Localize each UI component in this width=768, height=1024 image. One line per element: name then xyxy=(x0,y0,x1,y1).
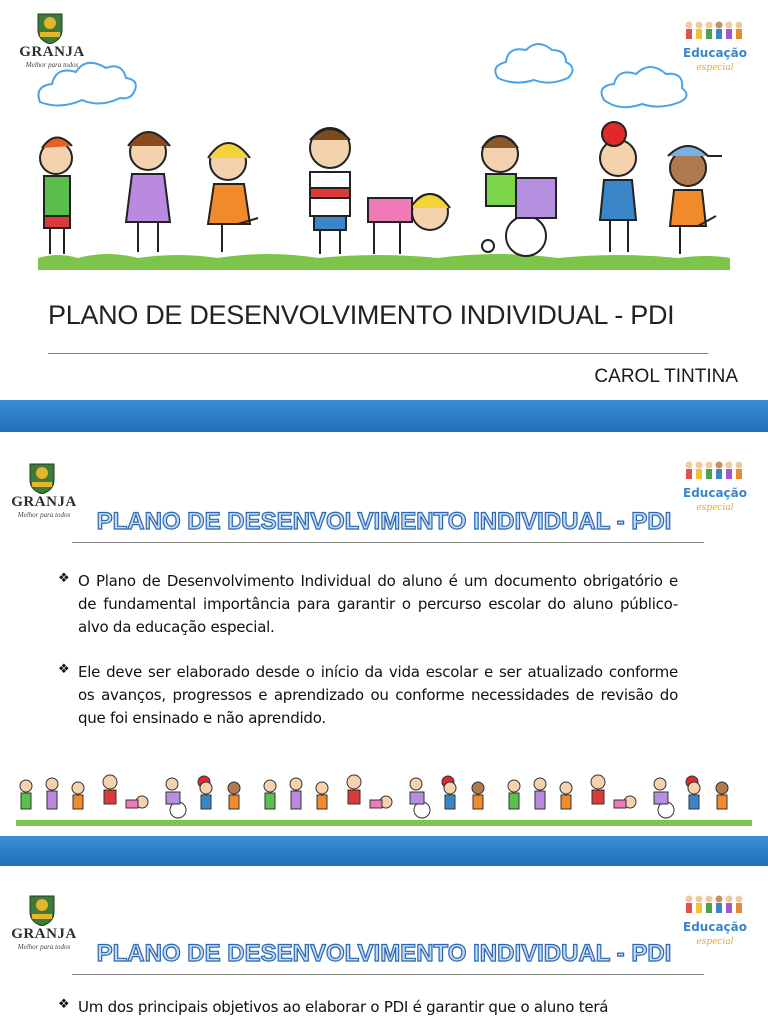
slide-separator xyxy=(0,836,768,866)
children-icon xyxy=(684,894,746,918)
cloud-icon xyxy=(495,44,572,83)
divider xyxy=(48,353,708,354)
granja-name: GRANJA xyxy=(11,494,77,510)
bullet-item xyxy=(58,661,678,730)
child-figure xyxy=(600,122,636,252)
divider xyxy=(72,542,704,543)
author-name: CAROL TINTINA xyxy=(594,366,738,387)
bullet-item xyxy=(58,570,678,639)
slide-heading: PLANO DE DESENVOLVIMENTO INDIVIDUAL - PDI xyxy=(96,508,672,535)
slide-heading: PLANO DE DESENVOLVIMENTO INDIVIDUAL - PDI xyxy=(96,940,672,967)
clouds-illustration xyxy=(0,0,768,120)
granja-name: GRANJA xyxy=(19,44,85,60)
slide-content-1 xyxy=(0,432,768,836)
diamond-bullet-icon: ❖ xyxy=(58,996,70,1011)
especial-word: especial xyxy=(696,63,734,73)
especial-word: especial xyxy=(696,503,734,513)
page-title: PLANO DE DESENVOLVIMENTO INDIVIDUAL - PDI xyxy=(48,300,675,330)
granja-logo xyxy=(12,10,92,72)
child-figure xyxy=(310,128,350,254)
children-icon xyxy=(684,20,746,44)
cloud-icon xyxy=(602,67,687,107)
educacao-word: Educação xyxy=(683,920,747,934)
bullet-text: Um dos principais objetivos ao elaborar o PDI é garantir que o aluno terá xyxy=(78,998,609,1016)
granja-tagline: Melhor para todos xyxy=(25,61,79,69)
children-border-illustration xyxy=(16,772,752,830)
child-figure xyxy=(368,194,450,254)
granja-crest-icon xyxy=(28,460,56,494)
child-figure xyxy=(40,137,72,254)
children-illustration xyxy=(38,118,730,270)
children-icon xyxy=(684,460,746,484)
slide-title xyxy=(0,0,768,400)
bullet-item xyxy=(58,996,678,1019)
bullet-list xyxy=(58,570,678,752)
granja-tagline: Melhor para todos xyxy=(17,943,71,951)
bullet-text: O Plano de Desenvolvimento Individual do aluno é um documento obrigatório e de fundamental importância para garantir o percurso escolar do aluno público-alvo da educação especial. xyxy=(78,572,678,636)
bullet-list xyxy=(58,996,678,1024)
slide-separator xyxy=(0,400,768,432)
divider xyxy=(72,974,704,975)
diamond-bullet-icon: ❖ xyxy=(58,570,70,585)
child-figure xyxy=(668,146,722,254)
diamond-bullet-icon: ❖ xyxy=(58,661,70,676)
especial-word: especial xyxy=(696,937,734,947)
child-figure xyxy=(126,132,170,252)
child-figure xyxy=(208,143,258,252)
granja-crest-icon xyxy=(28,892,56,926)
child-figure xyxy=(482,136,556,256)
granja-crest-icon xyxy=(36,10,64,44)
slide-content-2 xyxy=(0,866,768,1024)
educacao-word: Educação xyxy=(683,486,747,500)
educacao-especial-logo xyxy=(682,20,748,84)
educacao-word: Educação xyxy=(683,46,747,60)
bullet-text: Ele deve ser elaborado desde o início da vida escolar e ser atualizado conforme os avanços, progressos e aprendizado ou conforme necessidades de revisão do que foi ensinado e não aprendido. xyxy=(78,663,678,727)
granja-name: GRANJA xyxy=(11,926,77,942)
granja-tagline: Melhor para todos xyxy=(17,511,71,519)
